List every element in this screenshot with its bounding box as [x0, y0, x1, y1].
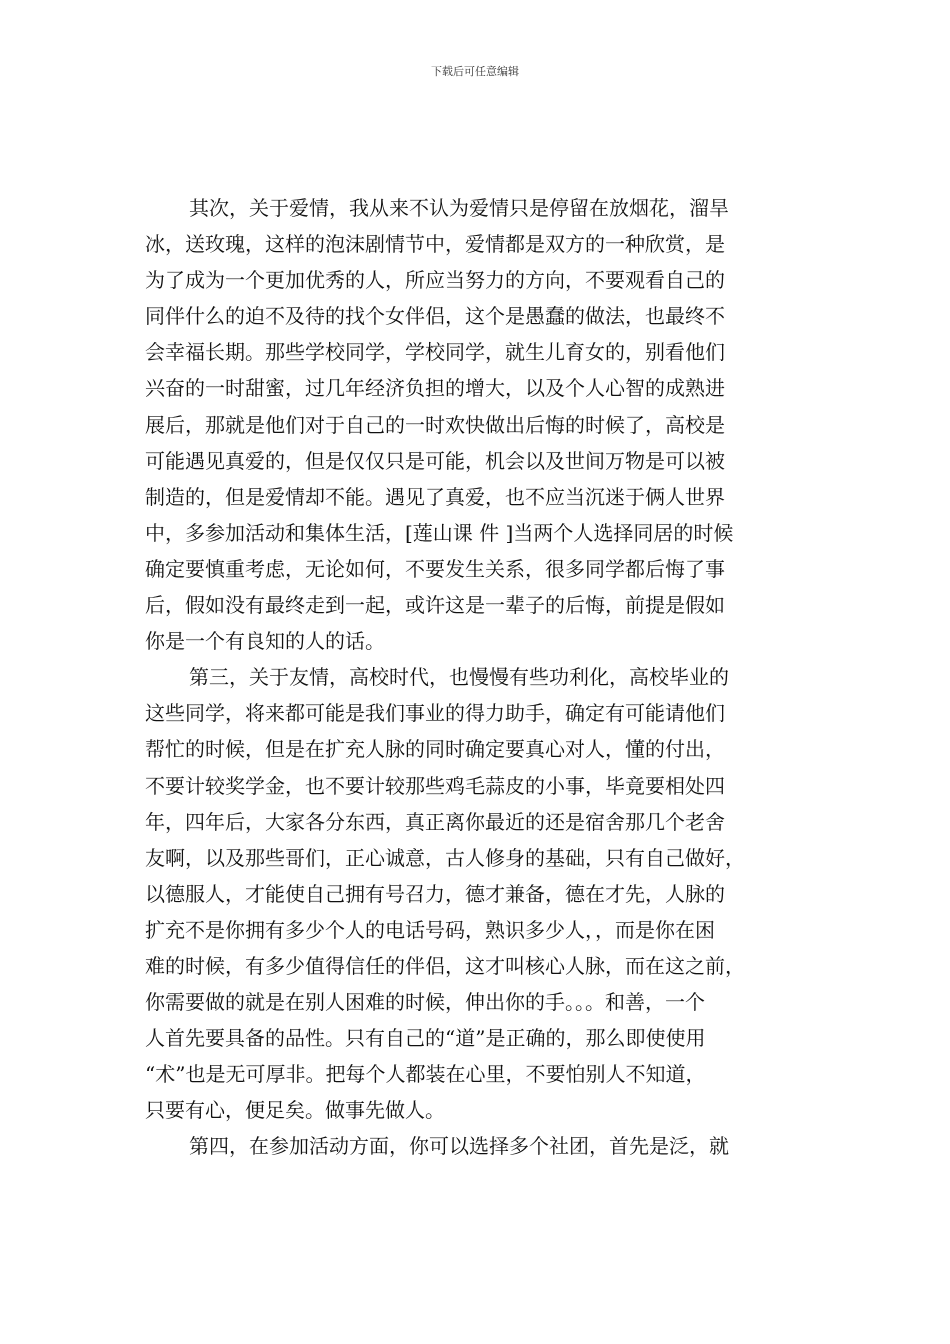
text-line: 友啊，以及那些哥们，正心诚意，古人修身的基础，只有自己做好，: [145, 845, 745, 870]
text-line: 会幸福长期。那些学校同学，学校同学，就生儿育女的，别看他们: [145, 340, 725, 365]
text-line: 展后，那就是他们对于自己的一时欢快做出后悔的时候了，高校是: [145, 412, 725, 437]
text-line: 兴奋的一时甜蜜，过几年经济负担的增大，以及个人心智的成熟进: [145, 376, 725, 401]
text-line: “术”也是无可厚非。把每个人都装在心里，不要怕别人不知道，: [145, 1062, 706, 1087]
text-line: 你是一个有良知的人的话。: [145, 629, 385, 654]
text-line: 第三，关于友情，高校时代，也慢慢有些功利化，高校毕业的: [189, 665, 729, 690]
paragraph-activities: [145, 1128, 805, 1164]
page-header-note: 下载后可任意编辑: [431, 65, 519, 78]
text-line: 你需要做的就是在别人困难的时候，伸出你的手。。。和善，一个: [145, 990, 705, 1015]
text-line: 不要计较奖学金，也不要计较那些鸡毛蒜皮的小事，毕竟要相处四: [145, 773, 725, 798]
text-line: 只要有心，便足矣。做事先做人。: [145, 1098, 445, 1123]
text-line: 同伴什么的迫不及待的找个女伴侣，这个是愚蠢的做法，也最终不: [145, 304, 725, 329]
text-line: 为了成为一个更加优秀的人，所应当努力的方向，不要观看自己的: [145, 268, 725, 293]
text-line: 确定要慎重考虑，无论如何，不要发生关系，很多同学都后悔了事: [145, 556, 725, 581]
paragraph-friendship: [145, 659, 805, 1128]
text-line: 其次，关于爱情，我从来不认为爱情只是停留在放烟花，溜旱: [189, 196, 729, 220]
text-line: 第四，在参加活动方面，你可以选择多个社团，首先是泛，就: [189, 1134, 729, 1159]
body-text: [145, 190, 805, 1165]
text-line: 人首先要具备的品性。只有自己的“道”是正确的，那么即使使用: [145, 1026, 706, 1051]
text-line: 扩充不是你拥有多少个人的电话号码，熟识多少人，，而是你在困: [145, 917, 715, 942]
text-line: 后，假如没有最终走到一起，或许这是一辈子的后悔，前提是假如: [145, 593, 725, 618]
text-line: 以德服人，才能使自己拥有号召力，德才兼备，德在才先，人脉的: [145, 881, 725, 906]
text-line: 制造的，但是爱情却不能。遇见了真爱，也不应当沉迷于俩人世界: [145, 484, 725, 509]
paragraph-love: [145, 190, 805, 659]
text-line: 这些同学，将来都可能是我们事业的得力助手，确定有可能请他们: [145, 701, 725, 726]
text-line: 中，多参加活动和集体生活，[莲山课 件 ]当两个人选择同居的时候: [145, 520, 734, 545]
text-line: 可能遇见真爱的，但是仅仅只是可能，机会以及世间万物是可以被: [145, 448, 725, 473]
text-line: 冰，送玫瑰，这样的泡沫剧情节中，爱情都是双方的一种欣赏，是: [145, 232, 725, 257]
text-line: 帮忙的时候，但是在扩充人脉的同时确定要真心对人，懂的付出，: [145, 737, 725, 762]
text-line: 难的时候，有多少值得信任的伴侣，这才叫核心人脉，而在这之前，: [145, 953, 745, 978]
text-line: 年，四年后，大家各分东西，真正离你最近的还是宿舍那几个老舍: [145, 809, 725, 834]
